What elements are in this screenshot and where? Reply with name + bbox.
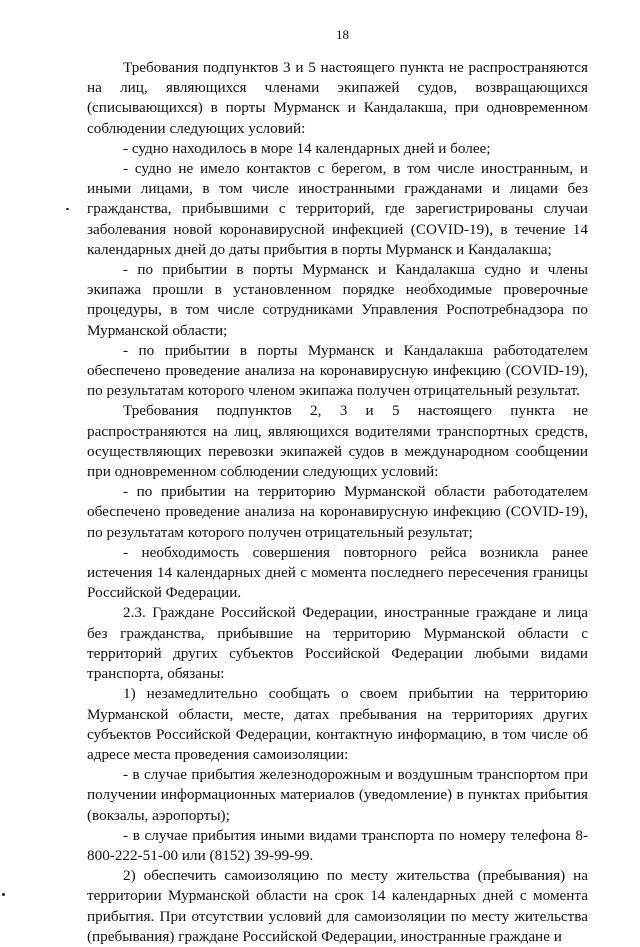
paragraph-condition-test-drivers: - по прибытии на территорию Мурманской области работодателем обеспечено проведение анализа на коронавирусную инфекцию (COVID-19), по результатам которого получен отрицательный результат; <box>87 483 588 541</box>
paragraph-exemption-drivers: Требования подпунктов 2, 3 и 5 настоящего пункта не распространяются на лиц, являющихся водителями транспортных средств, осуществляющих перевозки экипажей судов в международном сообщении при одновременном соблюдении следующих условий: <box>87 402 588 481</box>
paragraph-condition-repeat-trip: - необходимость совершения повторного рейса возникла ранее истечения 14 календарных дней с момента последнего пересечения границы Российской Федерации. <box>87 543 588 602</box>
paragraph-condition-checks: - по прибытии в порты Мурманск и Кандалакша судно и члены экипажа прошли в установленном порядке необходимые проверочные процедуры, в том числе сотрудниками Управления Роспотребнадзора по Мурманской области; <box>87 261 588 339</box>
paragraph-notify-rail-air: - в случае прибытия железнодорожным и воздушным транспортом при получении информационных материалов (уведомление) в пунктах прибытия (вокзалы, аэропорты); <box>87 766 588 824</box>
scan-speck <box>2 893 5 896</box>
paragraph-notify-phone: - в случае прибытия иными видами транспорта по номеру телефона 8-800-222-51-00 или (8152) 39-99-99. <box>87 826 588 864</box>
paragraph-duty-notify: 1) незамедлительно сообщать о своем прибытии на территорию Мурманской области, месте, датах пребывания на территориях других субъектов Российской Федерации, контактную информацию, в том числе об адресе места проведения самоизоляции: <box>87 685 588 763</box>
paragraph-exemption-crew: Требования подпунктов 3 и 5 настоящего пункта не распространяются на лиц, являющихся членами экипажей судов, возвращающихся (списывающихся) в порты Мурманск и Кандалакша, при одновременном соблюдении следующих условий: <box>87 59 588 137</box>
paragraph-condition-test-crew: - по прибытии в порты Мурманск и Кандалакша работодателем обеспечено проведение анализа на коронавирусную инфекцию (COVID-19), по результатам которого членом экипажа получен отрицательный результат. <box>87 341 588 400</box>
document-body <box>87 58 588 947</box>
scan-speck <box>66 208 69 210</box>
paragraph-duty-self-isolation: 2) обеспечить самоизоляцию по месту жительства (пребывания) на территории Мурманской области на срок 14 календарных дней с момента прибытия. При отсутствии условий для самоизоляции по месту жительства (пребывания) граждане Российской Федерации, иностранные граждане и <box>87 867 588 945</box>
page-number: 18 <box>336 27 349 42</box>
paragraph-condition-no-contact: - судно не имело контактов с берегом, в том числе иностранным, и иными лицами, в том числе иностранными гражданами и лицами без гражданства, прибывшими с территорий, где зарегистрированы случаи заболевания новой коронавирусной инфекцией (COVID-19), в течение 14 календарных дней до даты прибытия в порты Мурманск и Кандалакша; <box>87 160 588 258</box>
paragraph-condition-sea-days: - судно находилось в море 14 календарных дней и более; <box>123 139 491 157</box>
paragraph-section-2-3: 2.3. Граждане Российской Федерации, иностранные граждане и лица без гражданства, прибывшие на территорию Мурманской области с территорий других субъектов Российской Федерации любыми видами транспорта, обязаны: <box>87 604 588 683</box>
